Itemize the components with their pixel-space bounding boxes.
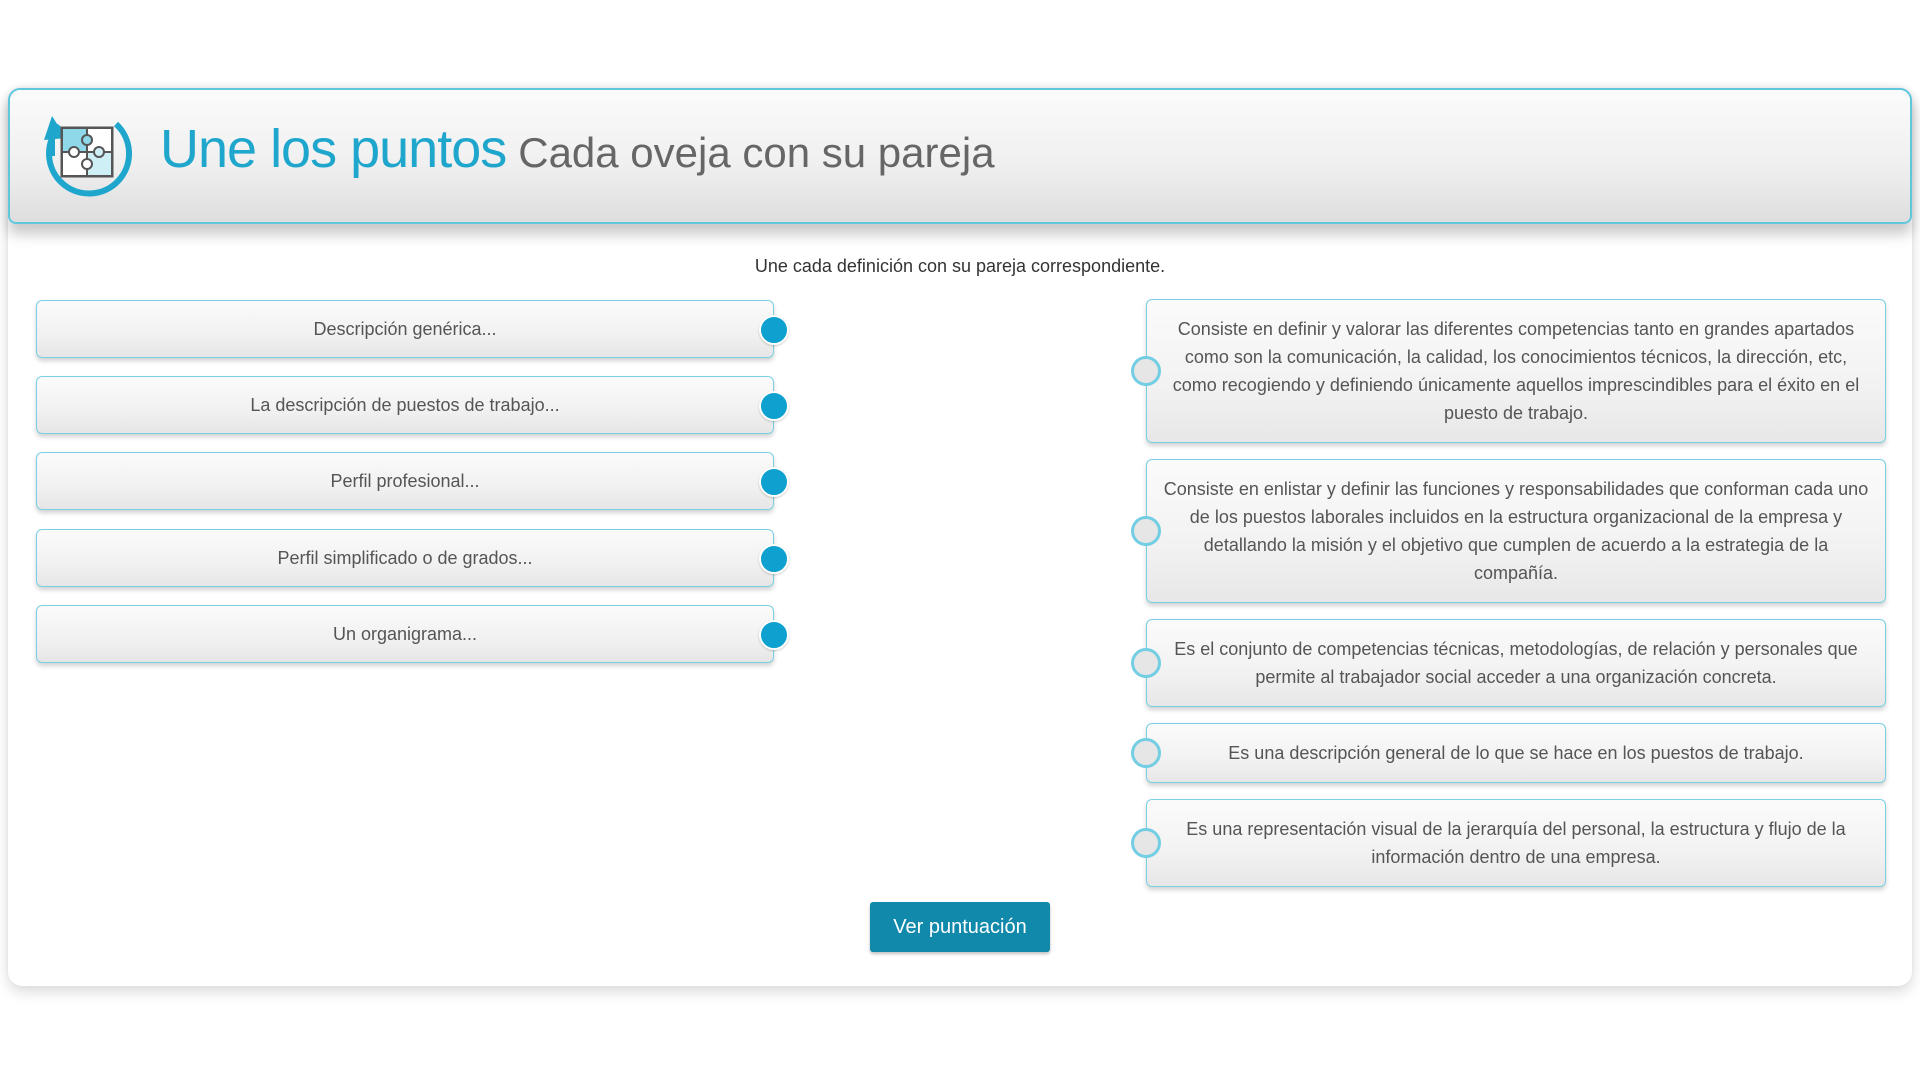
term-item[interactable]	[36, 605, 774, 663]
connector-dot[interactable]	[759, 315, 789, 345]
term-label: Perfil profesional...	[330, 470, 480, 491]
connector-dot[interactable]	[1131, 648, 1161, 678]
term-label: Descripción genérica...	[313, 318, 497, 339]
term-label: Un organigrama...	[332, 623, 478, 644]
connector-dot[interactable]	[1131, 516, 1161, 546]
puzzle-refresh-icon	[30, 104, 138, 204]
definition-text: Es una representación visual de la jerarquía del personal, la estructura y flujo de la información dentro de una empresa.	[1186, 819, 1846, 867]
definition-item[interactable]	[1146, 299, 1886, 443]
connector-dot[interactable]	[1131, 738, 1161, 768]
definition-item[interactable]	[1146, 799, 1886, 887]
page-subtitle: Cada oveja con su pareja	[518, 129, 995, 176]
connector-dot[interactable]	[759, 544, 789, 574]
connector-dot[interactable]	[1131, 828, 1161, 858]
definition-text: Consiste en definir y valorar las diferentes competencias tanto en grandes apartados como son la comunicación, la calidad, los conocimientos técnicos, la dirección, etc, como recogiendo y definiendo únicamente aquellos imprescindibles para el éxito en el puesto de trabajo.	[1172, 319, 1860, 423]
term-label: Perfil simplificado o de grados...	[277, 547, 533, 568]
definition-item[interactable]	[1146, 619, 1886, 707]
definition-item[interactable]	[1146, 723, 1886, 783]
term-label: La descripción de puestos de trabajo...	[250, 394, 560, 415]
score-button[interactable]: Ver puntuación	[870, 902, 1050, 952]
page-title: Une los puntos	[160, 119, 507, 179]
term-item[interactable]	[36, 529, 774, 587]
definition-text: Consiste en enlistar y definir las funciones y responsabilidades que conforman cada uno de los puestos laborales incluidos en la estructura organizacional de la empresa y detallando la misión y el objetivo que cumplen de acuerdo a la estrategia de la compañía.	[1163, 479, 1869, 583]
term-item[interactable]	[36, 300, 774, 358]
definition-item[interactable]	[1146, 459, 1886, 603]
activity-header	[8, 88, 1912, 224]
title-row	[160, 118, 995, 188]
definition-text: Es el conjunto de competencias técnicas, metodologías, de relación y personales que permite al trabajador social acceder a una organización concreta.	[1174, 639, 1858, 687]
connector-dot[interactable]	[759, 391, 789, 421]
term-item[interactable]	[36, 376, 774, 434]
term-item[interactable]	[36, 452, 774, 510]
instruction-text: Une cada definición con su pareja correspondiente.	[754, 256, 1166, 276]
connector-dot[interactable]	[1131, 356, 1161, 386]
connector-dot[interactable]	[759, 467, 789, 497]
definition-text: Es una descripción general de lo que se hace en los puestos de trabajo.	[1228, 743, 1804, 763]
connector-dot[interactable]	[759, 620, 789, 650]
activity-card	[8, 88, 1912, 986]
